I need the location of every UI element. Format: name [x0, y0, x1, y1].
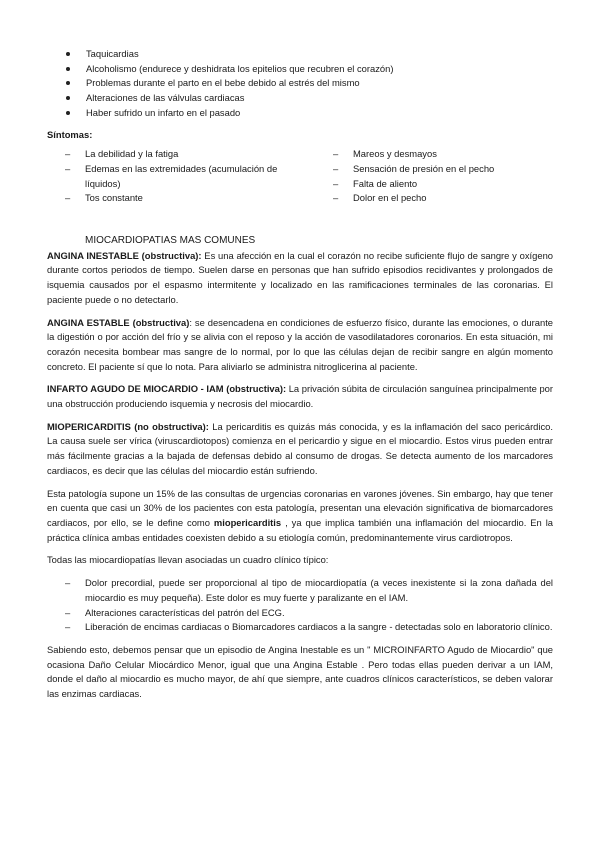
- paragraph-angina-inestable: [47, 249, 553, 308]
- paragraph-clinical-intro: Todas las miocardiopatías llevan asociadas un cuadro clínico típico:: [47, 554, 329, 566]
- paragraph-text: Esta patología supone un 15% de las consultas de urgencias coronarias en varones jóvenes. Sin embargo, hay que tener en cuenta que casi un 30% de los pacientes con esta patología, presentan una elevación significativa de biomarcadores cardiacos, por ello, se le define como: [47, 487, 553, 528]
- dash-marker: –: [333, 192, 339, 204]
- dash-marker: –: [65, 162, 71, 174]
- symptoms-list-right: [315, 147, 553, 206]
- symptoms-heading: Síntomas:: [47, 128, 93, 140]
- paragraph-angina-estable: [47, 316, 553, 375]
- dash-marker: –: [333, 162, 339, 174]
- list-item-text: Dolor precordial, puede ser proporcional al tipo de miocardiopatía (a veces inexistente si la zona dañada del miocardio es muy pequeña). Este dolor es muy fuerte y paralizante en el IAM.: [85, 577, 553, 603]
- list-item-text: Alteraciones características del patrón del ECG.: [85, 606, 285, 618]
- list-item-text: Edemas en las extremidades (acumulación de líquidos): [85, 162, 278, 189]
- paragraph-lead: ANGINA ESTABLE (obstructiva): [47, 316, 190, 328]
- dash-marker: –: [65, 192, 71, 204]
- dash-marker: –: [65, 606, 71, 618]
- list-item: [315, 177, 553, 192]
- paragraph-emphasis: miopericarditis: [213, 516, 282, 528]
- list-item: Alcoholismo (endurece y deshidrata los epitelios que recubren el corazón): [47, 62, 553, 77]
- list-item: [47, 147, 315, 162]
- list-item-text: Mareos y desmayos: [353, 148, 437, 160]
- list-item: [47, 620, 553, 635]
- dash-marker: –: [65, 577, 71, 589]
- list-item-text: La debilidad y la fatiga: [85, 148, 179, 160]
- paragraph-lead: MIOPERICARDITIS (no obstructiva):: [47, 420, 209, 432]
- paragraph-text: La privación súbita de circulación sanguínea principalmente por una obstrucción produciendo isquemia y necrosis del miocardio.: [47, 383, 553, 410]
- paragraph-iam: [47, 382, 553, 411]
- dash-marker: –: [65, 621, 71, 633]
- paragraph-lead: INFARTO AGUDO DE MIOCARDIO - IAM (obstructiva):: [47, 383, 287, 395]
- list-item: [47, 606, 553, 621]
- list-item: Problemas durante el parto en el bebe debido al estrés del mismo: [47, 76, 553, 91]
- paragraph-text: La pericarditis es quizás más conocida, y es la inflamación del saco pericárdico. La causa suele ser vírica (viruscardiotopos) comienza en el pericardio y sigue en el miocardio. Estos virus pueden entrar más fácilmente gracias a la bajada de defensas debido al consumo de drogas. Se detecta aumento de los marcadores cardiacos, es decir que las células del miocardio están sufriendo.: [47, 420, 553, 476]
- paragraph-lead: ANGINA INESTABLE (obstructiva):: [47, 249, 202, 261]
- document-page: [47, 47, 553, 702]
- list-item-text: Sensación de presión en el pecho: [353, 162, 495, 174]
- list-item-text: Falta de aliento: [353, 177, 418, 189]
- list-item: [47, 191, 315, 206]
- paragraph-text: , ya que implica también una inflamación del miocardio. En la práctica clínica ambas entidades coexisten debido a su etiología común, predominantemente virus cardiotropos.: [47, 516, 554, 543]
- list-item: Taquicardias: [47, 47, 553, 62]
- dash-marker: –: [333, 148, 339, 160]
- list-item: [315, 147, 553, 162]
- dash-marker: –: [333, 177, 339, 189]
- paragraph-text: : se desencadena en condiciones de esfuerzo físico, durante las emociones, o durante la digestión o por acción del frío y se alivia con el reposo y la acción de vasodilatadores coronarios. En esta situación, mi corazón necesita bombear mas sangre de lo normal, por lo que las células dejan de recibir sangre en algún momento concreto. El paciente sí que lo nota. Para aliviarlo se administra nitroglicerina al paciente.: [47, 316, 554, 372]
- list-item: [47, 576, 553, 605]
- list-item: [315, 162, 553, 177]
- list-item-text: Tos constante: [85, 192, 143, 204]
- clinical-list: [47, 576, 553, 635]
- dash-marker: –: [65, 148, 71, 160]
- paragraph-conclusion: Sabiendo esto, debemos pensar que un episodio de Angina Inestable es un " MICROINFARTO Agudo de Miocardio" que ocasiona Daño Celular Miocárdico Menor, igual que una Angina Estable . Pero todas ellas pueden derivar a un IAM, donde el daño al miocardio es mucho mayor, de ahí que siempre, ante cuadros clínicos característicos, se deben valorar las enzimas cardiacas.: [47, 643, 553, 700]
- list-item: [47, 162, 315, 191]
- symptoms-columns: [47, 147, 553, 206]
- list-item: [315, 191, 553, 206]
- list-item: Alteraciones de las válvulas cardiacas: [47, 91, 553, 106]
- paragraph-statistics: [47, 487, 553, 546]
- list-item: Haber sufrido un infarto en el pasado: [47, 106, 553, 121]
- causes-list: [47, 47, 553, 121]
- paragraph-text: Es una afección en la cual el corazón no recibe suficiente flujo de sangre y oxígeno durante cortos periodos de tiempo. Suelen darse en personas que han sufrido episodios recidivantes y prolongados de isquemia causados por el espasmo intermitente y localizado en las ramificaciones terminales de las coronarias. El paciente puede o no detectarlo.: [47, 249, 554, 305]
- list-item-text: Liberación de encimas cardiacas o Biomarcadores cardiacos a la sangre - detectadas solo en laboratorio clínico.: [85, 621, 553, 633]
- list-item-text: Dolor en el pecho: [353, 192, 427, 204]
- section-title: MIOCARDIOPATIAS MAS COMUNES: [85, 235, 256, 247]
- paragraph-miopericarditis: [47, 420, 553, 479]
- symptoms-list-left: [47, 147, 315, 206]
